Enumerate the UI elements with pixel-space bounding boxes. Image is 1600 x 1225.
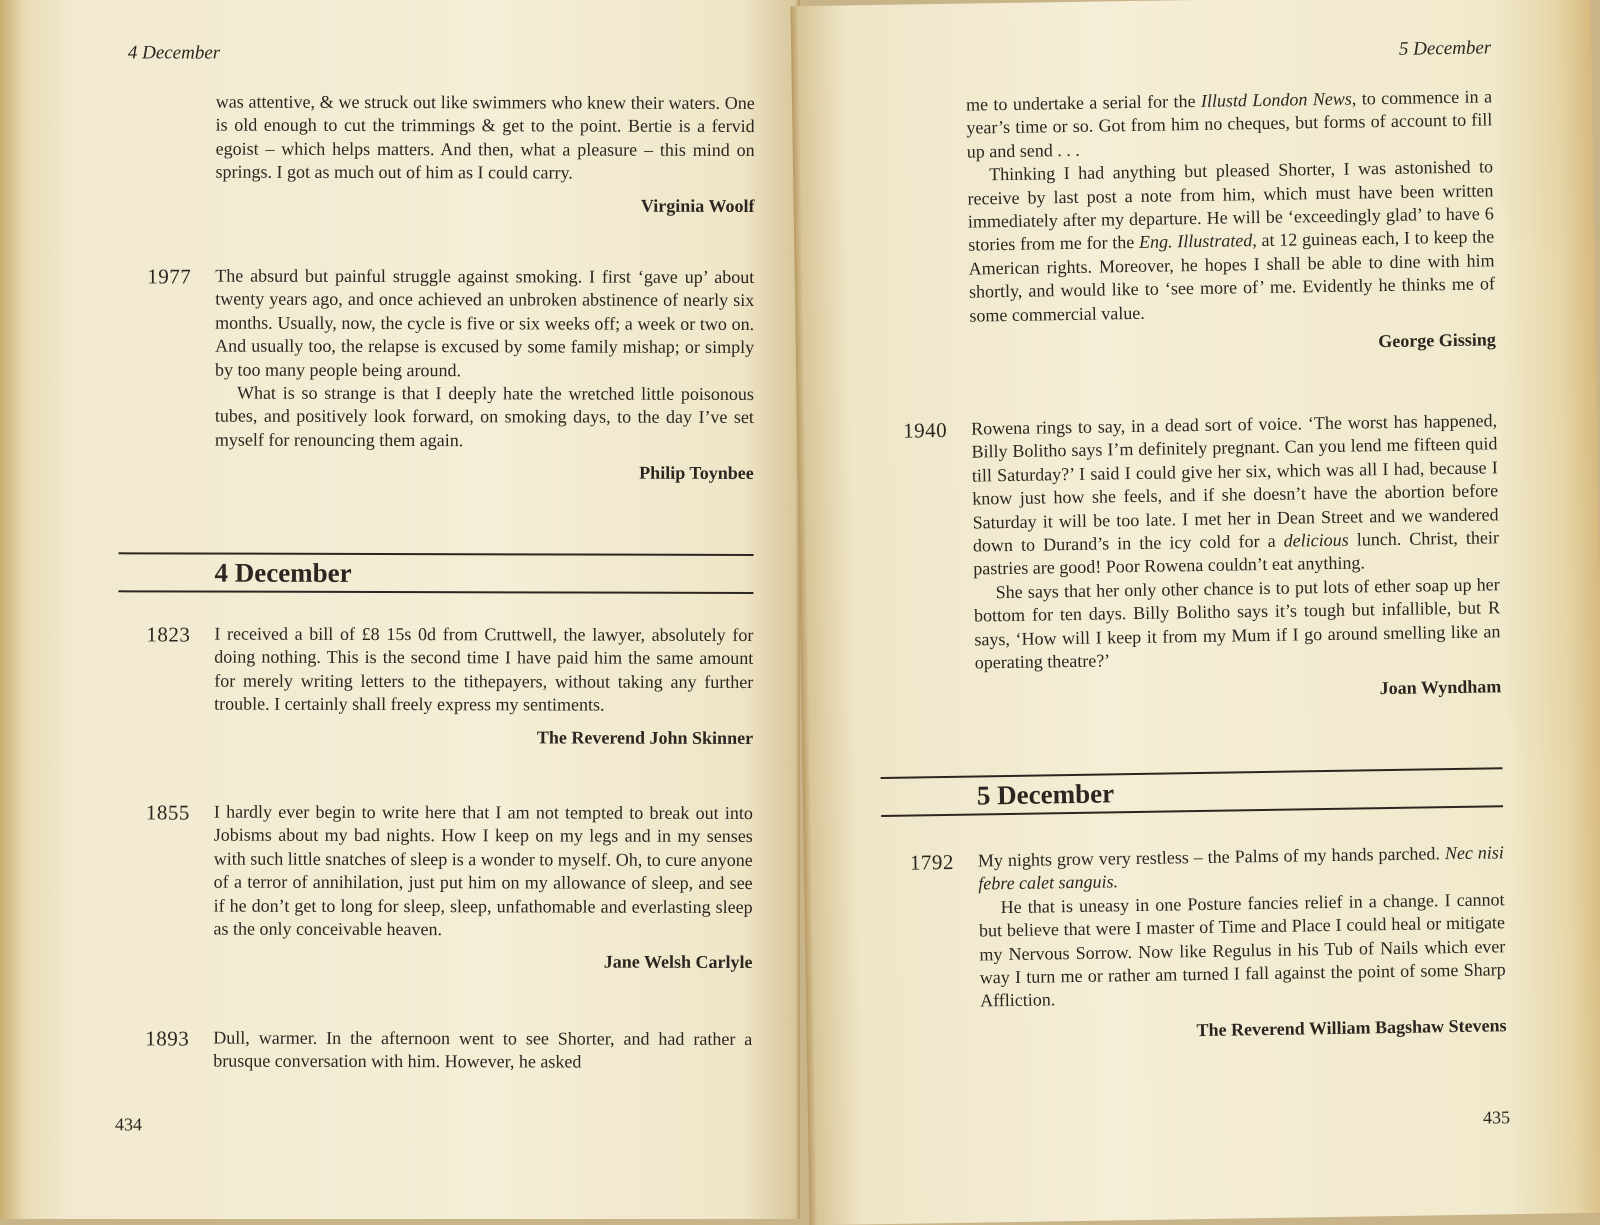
entry-year: 1823: [146, 622, 191, 647]
entry-1792: [882, 841, 1507, 1046]
entry-text: My nights grow very restless – the Palms of my hands parched. Nec nisi febre calet sanguis.: [977, 842, 1505, 894]
entry-author: The Reverend John Skinner: [536, 727, 754, 748]
entry-author: Jane Welsh Carlyle: [603, 952, 753, 973]
entry-year: 1792: [909, 849, 955, 875]
entry-text: He that is uneasy in one Posture fancies relief in a change. I cannot but believe that were I master of Time and Place I could heal or mitigate my Nervous Sorrow. Now like Regulus in his Tub of Nails which ever way I turn me or rather am turned I fall against the point of some Sharp Affliction.: [978, 889, 1506, 1011]
day-heading-text: 4 December: [214, 557, 352, 588]
page-number: 434: [115, 1114, 143, 1135]
entry-text: Rowena rings to say, in a dead sort of voice. ‘The worst has happened, Billy Bolitho says I’m definitely pregnant. Can you lend me fifteen quid till Saturday?’ I said I could give her six, which was all I had, because I know just how she feels, and if she doesn’t have the abortion before Saturday it will be too late. I met her in Dean Street and we wandered down to Durand’s in the icy cold for a delicious lunch. Christ, their pastries are good! Poor Rowena couldn’t eat anything.: [970, 410, 1500, 579]
left-page: [0, 0, 800, 1219]
entry-text: I received a bill of £8 15s 0d from Cruttwell, the lawyer, absolutely for doing nothing. This is the second time I have paid him the same amount for merely writing letters to the tithepayers, without taking any further trouble. I certainly shall freely express my sentiments.: [214, 623, 754, 715]
day-heading: [881, 767, 1504, 817]
running-head: 4 December: [127, 42, 221, 64]
carryover-entry: [870, 85, 1496, 360]
entry-year: 1855: [145, 800, 190, 825]
page-number: 435: [1482, 1107, 1511, 1128]
day-heading-text: 5 December: [976, 778, 1115, 811]
entry-text: What is so strange is that I deeply hate the wretched little poisonous tubes, and positively look forward, on smoking days, to the day I’ve set myself for renouncing them again.: [214, 382, 754, 451]
entry-1940: [875, 409, 1501, 707]
entry-text: Thinking I had anything but pleased Shorter, I was astonished to receive by last post a note from him, which must have been written immediately after my departure. He will be ‘exceedingly glad’ to have 6 stories from me for the Eng. Illustrated, at 12 guineas each, I to keep the American rights. Moreover, he hopes I shall be able to dine with him shortly, and would like to ‘see more of’ me. Evidently he thinks me of some commercial value.: [967, 156, 1496, 326]
entry-year: 1977: [147, 264, 192, 289]
entry-1977: [119, 264, 755, 484]
entry-year: 1893: [145, 1026, 190, 1051]
right-page: [790, 0, 1600, 1225]
entry-author: Philip Toynbee: [639, 462, 754, 484]
entry-text: The absurd but painful struggle against smoking. I first ‘gave up’ about twenty years ago, and once achieved an unbroken abstinence of nearly six months. Usually, now, the cycle is five or six weeks off; a week or two on. And usually too, the relapse is excused by some family mishap; or simply by too many people being around.: [215, 265, 755, 380]
running-head: 5 December: [1398, 37, 1492, 60]
entry-author: Virginia Woolf: [640, 195, 755, 216]
entry-text: I hardly ever begin to write here that I am not tempted to break out into Jobisms about my bad nights. How I keep on my legs and in my senses with such little snatches of sleep is a wonder to myself. Oh, to cure anyone of a terror of annihilation, just put him on my allowance of sleep, and see if he don’t get to long for sleep, sleep, unfathomable and everlasting sleep as the only conceivable heaven.: [213, 801, 753, 940]
entry-author: George Gissing: [1378, 329, 1496, 352]
entry-year: 1940: [902, 417, 948, 443]
entry-1855: [117, 800, 752, 973]
day-heading: [118, 552, 753, 594]
entry-text: was attentive, & we struck out like swimmers who knew their waters. One is old enough to cut the trimmings & get to the point. Bertie is a fervid egoist – which helps matters. And then, what a pleasure – this mind on springs. I got as much out of him as I could carry.: [215, 91, 755, 183]
entry-text: She says that her only other chance is to put lots of ether soap up her bottom for ten days. Billy Bolitho says it’s tough but infallible, but R says, ‘How will I keep it from my Mum if I go around smelling like an operating theatre?’: [973, 574, 1501, 673]
left-page-content: [0, 0, 800, 1221]
entry-author: The Reverend William Bagshaw Stevens: [1196, 1015, 1507, 1040]
carryover-entry: [119, 90, 754, 216]
entry-1893: [117, 1026, 752, 1074]
entry-text: me to undertake a serial for the Illustd London News, to commence in a year’s time or so. Got from him no cheques, but forms of account to fill up and send . . .: [965, 86, 1493, 162]
entry-text: Dull, warmer. In the afternoon went to see Shorter, and had rather a brusque conversation with him. However, he asked: [213, 1027, 753, 1072]
entry-1823: [118, 622, 753, 748]
entry-author: Joan Wyndham: [1379, 676, 1502, 699]
